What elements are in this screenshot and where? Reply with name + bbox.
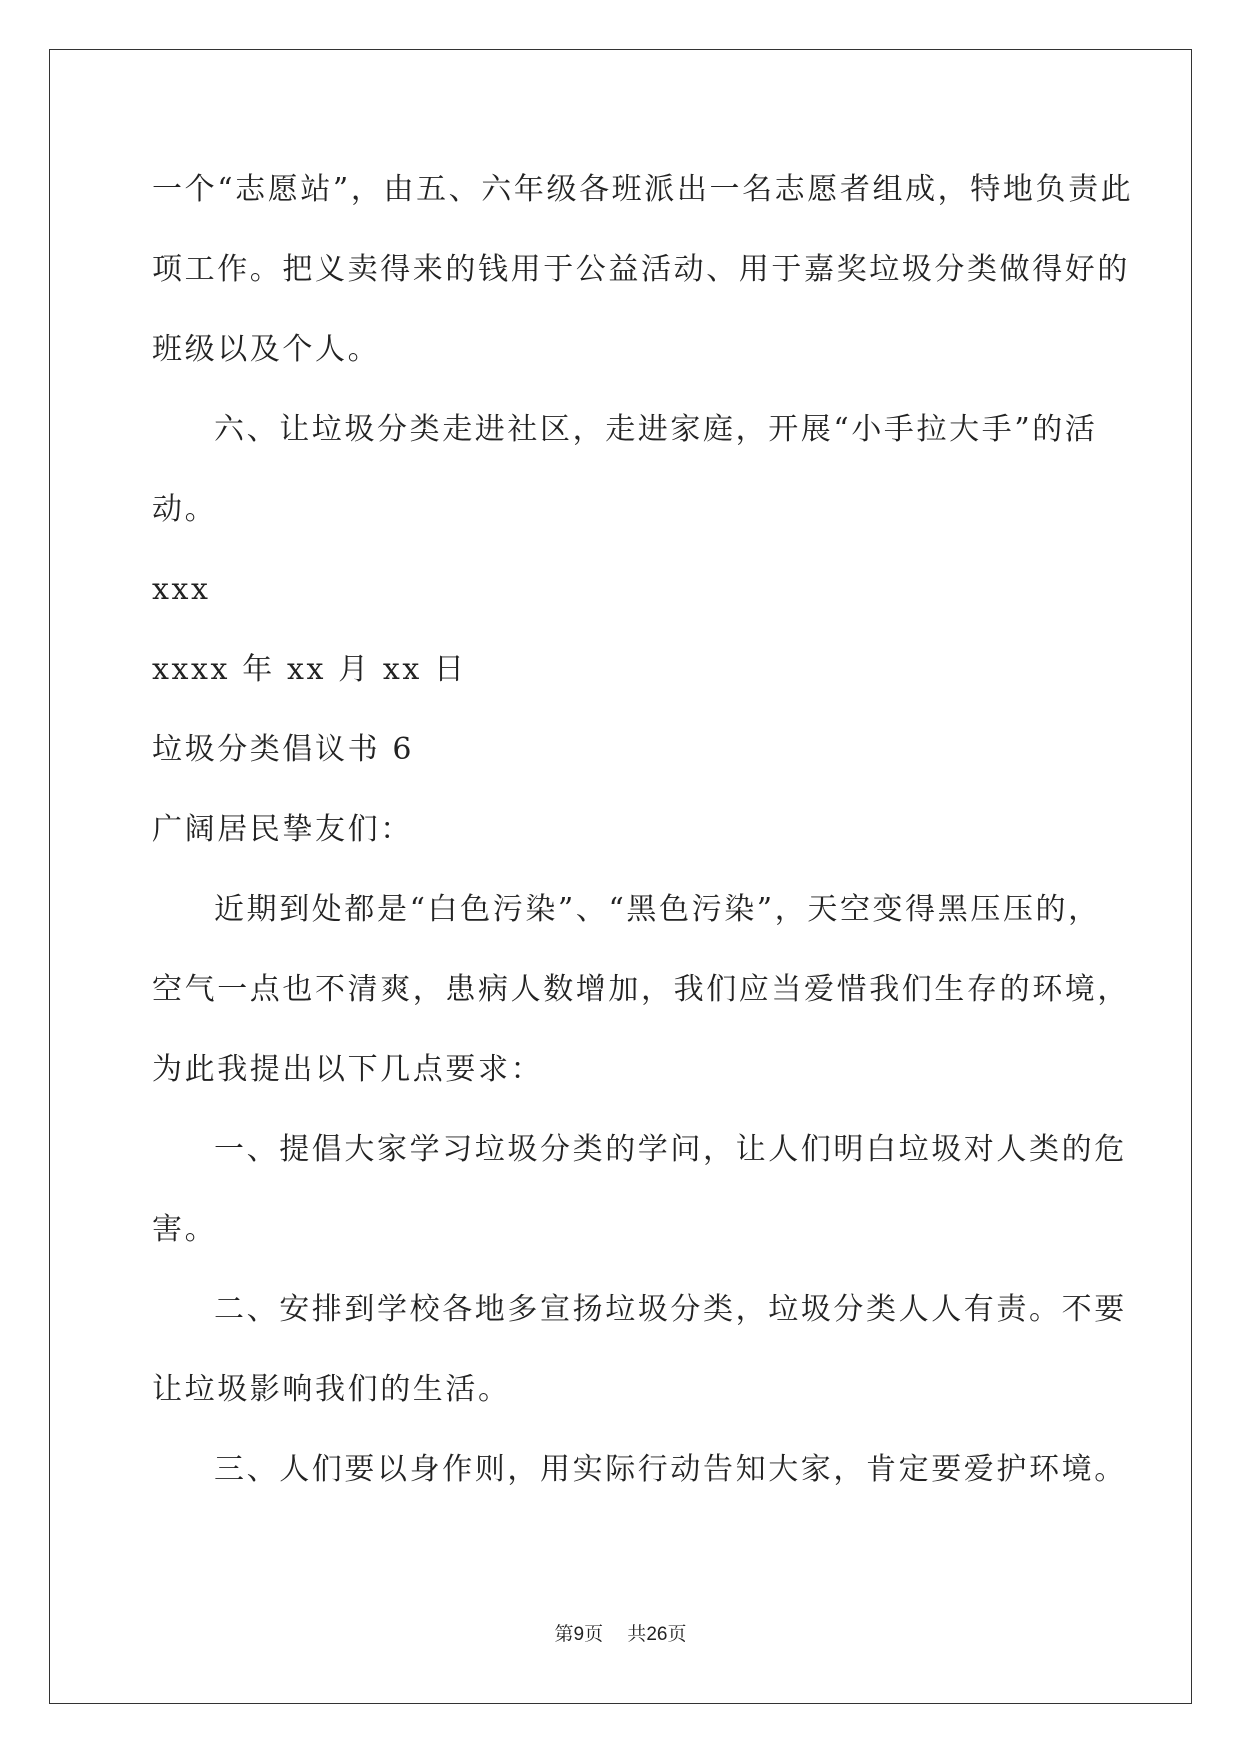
- text-line: 空气一点也不清爽，患病人数增加，我们应当爱惜我们生存的环境，: [152, 972, 1130, 1007]
- text-line: 三、人们要以身作则，用实际行动告知大家，肯定要爱护环境。: [214, 1452, 1127, 1487]
- section-title: 垃圾分类倡议书 6: [152, 732, 415, 767]
- total-prefix: 共: [627, 1623, 647, 1645]
- text-line: 一、提倡大家学习垃圾分类的学问，让人们明白垃圾对人类的危: [214, 1132, 1127, 1167]
- total-suffix: 页: [667, 1623, 687, 1645]
- salutation: 广阔居民挚友们：: [152, 812, 413, 847]
- text-line: 害。: [152, 1212, 218, 1247]
- text-line: 一个“志愿站”，由五、六年级各班派出一名志愿者组成，特地负责此: [152, 172, 1134, 207]
- signature-name: xxx: [152, 572, 211, 607]
- text-line: 为此我提出以下几点要求：: [152, 1052, 544, 1087]
- signature-date: xxxx 年 xx 月 xx 日: [152, 652, 467, 687]
- text-line: 项工作。把义卖得来的钱用于公益活动、用于嘉奖垃圾分类做得好的: [152, 252, 1130, 287]
- page-prefix: 第: [554, 1623, 574, 1645]
- text-line: 让垃圾影响我们的生活。: [152, 1372, 511, 1407]
- text-line: 近期到处都是“白色污染”、“黑色污染”，天空变得黑压压的，: [214, 892, 1101, 927]
- total-pages: 26: [646, 1624, 668, 1645]
- text-line: 二、安排到学校各地多宣扬垃圾分类，垃圾分类人人有责。不要: [214, 1292, 1127, 1327]
- page-footer: [0, 1622, 1241, 1647]
- page-suffix: 页: [584, 1623, 604, 1645]
- text-line: 六、让垃圾分类走进社区，走进家庭，开展“小手拉大手”的活: [214, 412, 1098, 447]
- text-line: 动。: [152, 492, 218, 527]
- text-line: 班级以及个人。: [152, 332, 381, 367]
- page-number: 9: [573, 1624, 585, 1645]
